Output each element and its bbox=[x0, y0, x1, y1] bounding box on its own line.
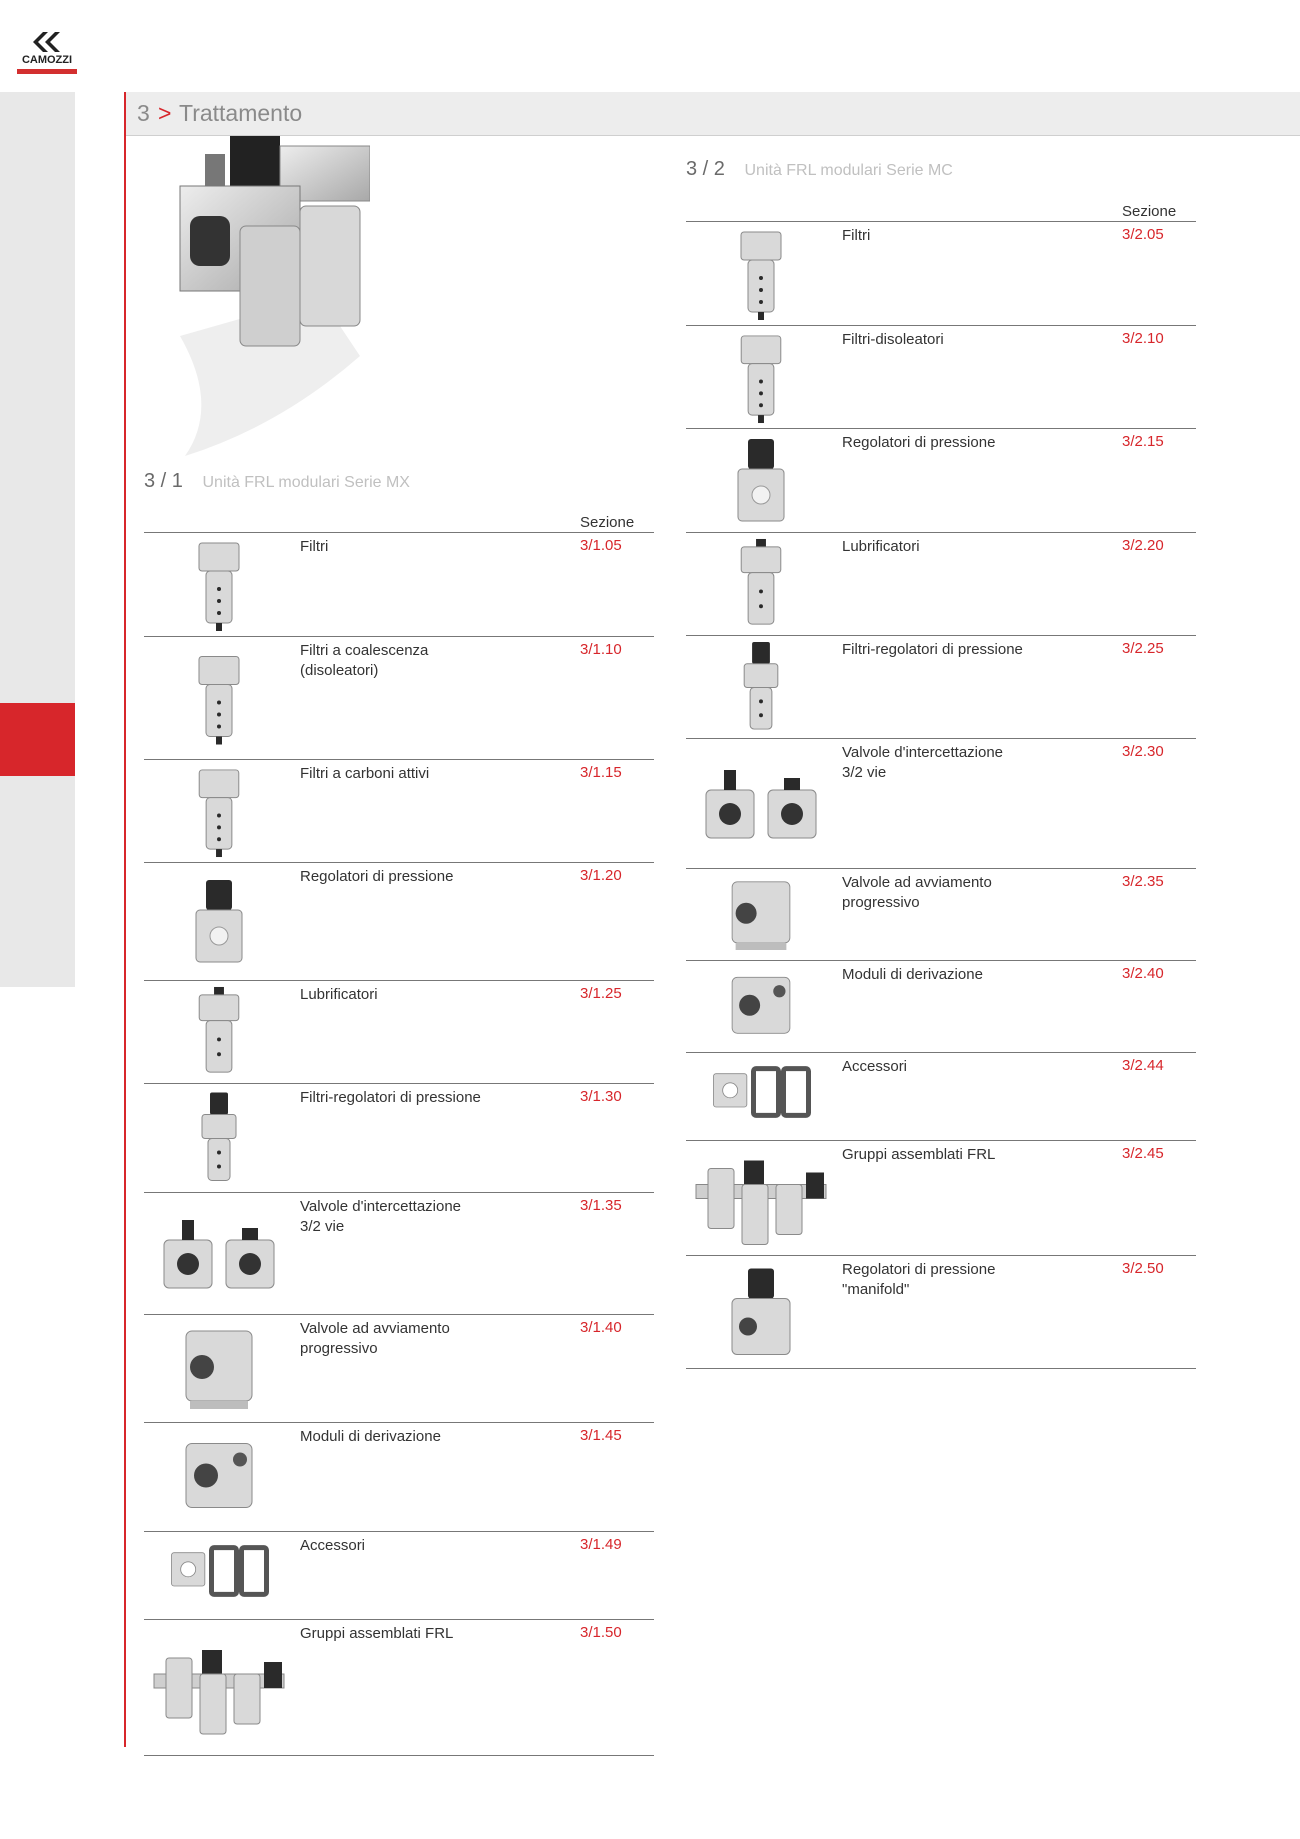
filter-unit-icon bbox=[686, 330, 836, 430]
filter-unit-icon bbox=[686, 226, 836, 327]
section-3-1-number: 3 / 1 bbox=[144, 470, 183, 492]
table-row[interactable] bbox=[144, 862, 654, 981]
side-tab-active[interactable] bbox=[0, 703, 75, 776]
section-3-2-number: 3 / 2 bbox=[686, 158, 725, 180]
hero-frl-unit-image bbox=[160, 136, 370, 466]
section-code-link[interactable]: 3/2.25 bbox=[1122, 640, 1164, 657]
chapter-number: 3 bbox=[137, 100, 150, 126]
table-row[interactable] bbox=[144, 1083, 654, 1193]
chapter-separator: > bbox=[158, 100, 172, 126]
section-code-link[interactable]: 3/1.50 bbox=[580, 1624, 622, 1641]
table-row[interactable] bbox=[686, 428, 1196, 533]
row-label: Gruppi assemblati FRL bbox=[300, 1625, 454, 1642]
filter-regulator-icon bbox=[144, 1088, 294, 1194]
section-code-link[interactable]: 3/2.44 bbox=[1122, 1057, 1164, 1074]
logo-underline bbox=[17, 69, 77, 74]
chapter-title: Trattamento bbox=[179, 100, 303, 126]
table-row[interactable] bbox=[686, 1255, 1196, 1369]
table-row[interactable] bbox=[686, 738, 1196, 869]
row-label: Accessori bbox=[842, 1058, 908, 1075]
section-code-link[interactable]: 3/1.30 bbox=[580, 1088, 622, 1105]
branch-module-icon bbox=[144, 1427, 294, 1533]
row-label: Filtri-disoleatori bbox=[842, 331, 944, 348]
regulator-icon bbox=[686, 433, 836, 534]
section-code-link[interactable]: 3/1.45 bbox=[580, 1427, 622, 1444]
row-label: Accessori bbox=[300, 1537, 366, 1554]
section-3-1-title: Unità FRL modulari Serie MX bbox=[202, 474, 410, 491]
red-vertical-rule bbox=[124, 92, 126, 1747]
section-code-link[interactable]: 3/1.15 bbox=[580, 764, 622, 781]
side-tab-strip bbox=[0, 92, 75, 987]
row-label: Lubrificatori bbox=[842, 538, 920, 555]
section-code-link[interactable]: 3/2.45 bbox=[1122, 1145, 1164, 1162]
section-code-link[interactable]: 3/2.10 bbox=[1122, 330, 1164, 347]
row-label: Valvole ad avviamento progressivo bbox=[842, 874, 992, 911]
table-row[interactable] bbox=[686, 868, 1196, 961]
manifold-regulator-icon bbox=[686, 1260, 836, 1370]
section-code-link[interactable]: 3/2.35 bbox=[1122, 873, 1164, 890]
camozzi-logo-mark-icon bbox=[29, 30, 63, 54]
section-3-2-heading bbox=[686, 158, 953, 181]
section-code-link[interactable]: 3/1.25 bbox=[580, 985, 622, 1002]
table-row[interactable] bbox=[686, 960, 1196, 1053]
frl-assembly-icon bbox=[686, 1145, 836, 1257]
table-row[interactable] bbox=[144, 532, 654, 637]
table-row[interactable] bbox=[144, 1192, 654, 1315]
row-label: Regolatori di pressione bbox=[842, 434, 996, 451]
row-label: Valvole d'intercettazione 3/2 vie bbox=[300, 1198, 462, 1235]
row-label: Filtri-regolatori di pressione bbox=[300, 1089, 481, 1106]
row-label: Lubrificatori bbox=[300, 986, 378, 1003]
section-code-link[interactable]: 3/1.40 bbox=[580, 1319, 622, 1336]
section-3-1-heading bbox=[144, 470, 410, 493]
section-3-1-end-rule bbox=[144, 1755, 654, 1756]
section-3-2-end-rule bbox=[686, 1368, 1196, 1369]
table-row[interactable] bbox=[144, 1531, 654, 1620]
filter-unit-icon bbox=[144, 537, 294, 638]
section-code-link[interactable]: 3/2.40 bbox=[1122, 965, 1164, 982]
section-code-link[interactable]: 3/1.49 bbox=[580, 1536, 622, 1553]
section-code-link[interactable]: 3/2.05 bbox=[1122, 226, 1164, 243]
soft-start-valve-icon bbox=[686, 873, 836, 962]
table-row[interactable] bbox=[686, 325, 1196, 429]
section-3-2-column-header: Sezione bbox=[1122, 203, 1177, 220]
row-label: Regolatori di pressione bbox=[300, 868, 454, 885]
section-code-link[interactable]: 3/1.20 bbox=[580, 867, 622, 884]
section-3-2-title: Unità FRL modulari Serie MC bbox=[744, 162, 953, 179]
table-row[interactable] bbox=[144, 636, 654, 760]
table-row[interactable] bbox=[144, 1422, 654, 1532]
table-row[interactable] bbox=[686, 1052, 1196, 1141]
row-label: Filtri-regolatori di pressione bbox=[842, 641, 1023, 658]
accessories-icon bbox=[686, 1057, 836, 1142]
table-row[interactable] bbox=[686, 1140, 1196, 1256]
row-label: Filtri bbox=[300, 538, 329, 555]
row-label: Moduli di derivazione bbox=[300, 1428, 441, 1445]
soft-start-valve-icon bbox=[144, 1319, 294, 1424]
row-label: Moduli di derivazione bbox=[842, 966, 983, 983]
frl-assembly-icon bbox=[144, 1624, 294, 1757]
row-label: Valvole ad avviamento progressivo bbox=[300, 1320, 450, 1357]
regulator-icon bbox=[144, 867, 294, 982]
row-label: Filtri a coalescenza (disoleatori) bbox=[300, 642, 429, 679]
section-code-link[interactable]: 3/2.50 bbox=[1122, 1260, 1164, 1277]
row-label: Regolatori di pressione "manifold" bbox=[842, 1261, 996, 1298]
section-code-link[interactable]: 3/2.15 bbox=[1122, 433, 1164, 450]
chapter-header bbox=[126, 92, 1300, 136]
branch-module-icon bbox=[686, 965, 836, 1054]
filter-regulator-icon bbox=[686, 640, 836, 740]
table-row[interactable] bbox=[686, 532, 1196, 636]
row-label: Filtri bbox=[842, 227, 871, 244]
accessories-icon bbox=[144, 1536, 294, 1621]
table-row[interactable] bbox=[686, 221, 1196, 326]
table-row[interactable] bbox=[144, 1619, 654, 1756]
filter-unit-icon bbox=[144, 641, 294, 761]
table-row[interactable] bbox=[144, 759, 654, 863]
filter-unit-icon bbox=[144, 764, 294, 864]
table-row[interactable] bbox=[144, 1314, 654, 1423]
section-code-link[interactable]: 3/2.30 bbox=[1122, 743, 1164, 760]
camozzi-logo-text: CAMOZZI bbox=[21, 54, 73, 66]
section-code-link[interactable]: 3/1.05 bbox=[580, 537, 622, 554]
lubricator-icon bbox=[144, 985, 294, 1085]
section-code-link[interactable]: 3/1.35 bbox=[580, 1197, 622, 1214]
table-row[interactable] bbox=[144, 980, 654, 1084]
section-code-link[interactable]: 3/1.10 bbox=[580, 641, 622, 658]
section-3-1-column-header: Sezione bbox=[580, 514, 635, 531]
table-row[interactable] bbox=[686, 635, 1196, 739]
shutoff-valve-icon bbox=[686, 743, 836, 870]
row-label: Gruppi assemblati FRL bbox=[842, 1146, 996, 1163]
row-label: Valvole d'intercettazione 3/2 vie bbox=[842, 744, 1004, 781]
lubricator-icon bbox=[686, 537, 836, 637]
section-code-link[interactable]: 3/2.20 bbox=[1122, 537, 1164, 554]
row-label: Filtri a carboni attivi bbox=[300, 765, 430, 782]
shutoff-valve-icon bbox=[144, 1197, 294, 1316]
camozzi-logo bbox=[17, 30, 77, 74]
